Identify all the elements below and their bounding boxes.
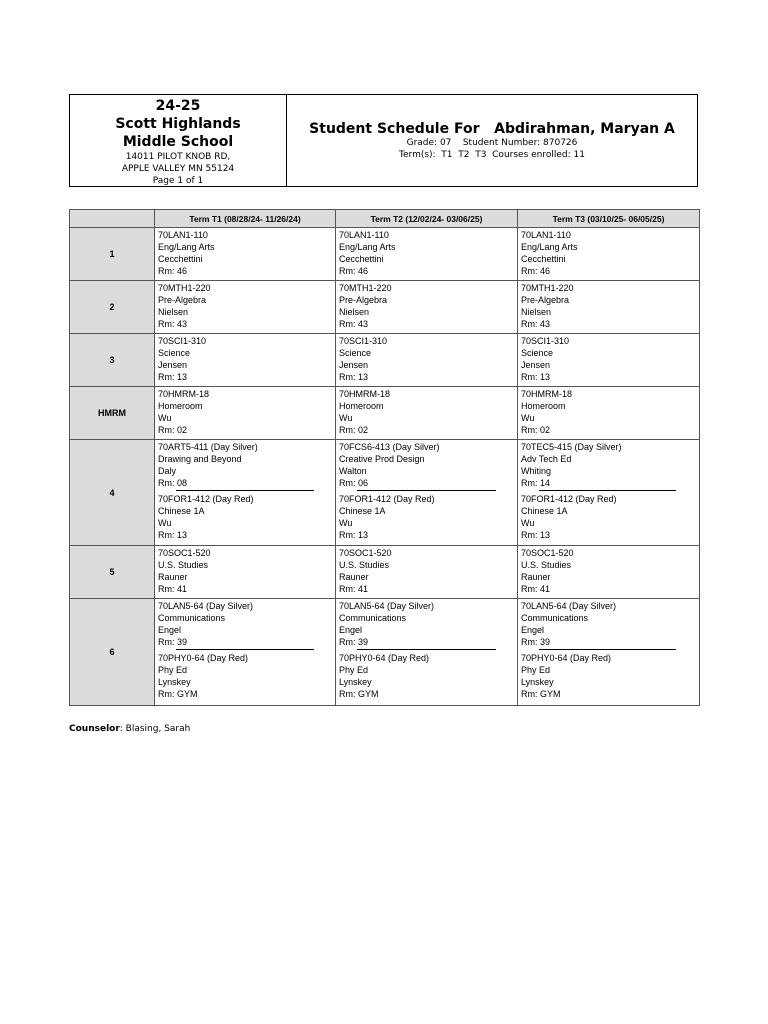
schedule-title: Student Schedule For Abdirahman, Maryan A (309, 121, 675, 137)
course-entry (521, 335, 696, 383)
course-code: 70HMRM-18 (339, 389, 391, 399)
period-label: 1 (70, 228, 155, 281)
course-code: 70LAN1-110 (339, 230, 389, 240)
course-teacher: Jensen (521, 360, 551, 370)
course-cell (336, 281, 518, 334)
period-label: 4 (70, 440, 155, 546)
page-number: Page 1 of 1 (152, 176, 204, 186)
course-room: Rm: 13 (339, 372, 369, 382)
course-code: 70FOR1-412 (Day Red) (158, 494, 254, 504)
course-room: Rm: 43 (158, 319, 188, 329)
course-code: 70HMRM-18 (521, 389, 573, 399)
course-room: Rm: 41 (339, 584, 369, 594)
course-name: Phy Ed (521, 665, 551, 675)
course-code: 70SCI1-310 (158, 336, 207, 346)
course-entry (158, 388, 332, 436)
course-room: Rm: 02 (158, 425, 188, 435)
course-code: 70LAN1-110 (158, 230, 208, 240)
table-row (70, 387, 700, 440)
course-teacher: Wu (158, 413, 172, 423)
course-teacher: Rauner (339, 572, 369, 582)
table-header-row (70, 210, 700, 228)
course-room: Rm: 13 (339, 530, 369, 540)
course-teacher: Engel (158, 625, 182, 635)
course-cell (336, 546, 518, 599)
course-cell (155, 387, 336, 440)
course-room: Rm: GYM (339, 689, 379, 699)
period-label: 5 (70, 546, 155, 599)
course-teacher: Daly (158, 466, 177, 476)
course-code: 70LAN5-64 (Day Silver) (339, 601, 435, 611)
course-entry (158, 493, 332, 541)
course-room: Rm: GYM (158, 689, 198, 699)
course-teacher: Cecchettini (158, 254, 203, 264)
course-name: Communications (521, 613, 589, 623)
course-teacher: Nielsen (339, 307, 370, 317)
course-code: 70SCI1-310 (521, 336, 570, 346)
course-name: U.S. Studies (521, 560, 572, 570)
course-teacher: Jensen (339, 360, 369, 370)
course-entry (339, 493, 514, 541)
course-teacher: Engel (339, 625, 363, 635)
course-name: Pre-Algebra (158, 295, 207, 305)
course-entry (158, 335, 332, 383)
course-room: Rm: 06 (339, 478, 369, 488)
course-code: 70HMRM-18 (158, 389, 210, 399)
course-teacher: Wu (158, 518, 172, 528)
terms-and-courses: Term(s): T1 T2 T3 Courses enrolled: 11 (399, 150, 585, 160)
course-code: 70MTH1-220 (521, 283, 574, 293)
course-teacher: Walton (339, 466, 367, 476)
course-cell (155, 281, 336, 334)
grade-and-student-number: Grade: 07 Student Number: 870726 (406, 138, 578, 148)
course-entry (521, 282, 696, 330)
course-name: Homeroom (158, 401, 203, 411)
period-label: 2 (70, 281, 155, 334)
school-year: 24-25 (155, 98, 201, 114)
table-row (70, 334, 700, 387)
course-name: Chinese 1A (339, 506, 386, 516)
course-teacher: Nielsen (521, 307, 552, 317)
course-name: Pre-Algebra (339, 295, 388, 305)
course-name: U.S. Studies (339, 560, 390, 570)
course-cell (336, 387, 518, 440)
course-entry (158, 229, 332, 277)
course-name: Science (158, 348, 191, 358)
day-divider (539, 490, 676, 491)
course-name: Communications (158, 613, 226, 623)
course-teacher: Lynskey (158, 677, 191, 687)
course-teacher: Jensen (158, 360, 188, 370)
course-room: Rm: 46 (158, 266, 188, 276)
course-name: Communications (339, 613, 407, 623)
course-room: Rm: 39 (521, 637, 551, 647)
course-code: 70FCS6-413 (Day Silver) (339, 442, 440, 452)
course-teacher: Wu (339, 518, 353, 528)
course-teacher: Rauner (158, 572, 188, 582)
table-row (70, 440, 700, 546)
course-cell (336, 599, 518, 706)
schedule-table (69, 209, 700, 706)
course-teacher: Cecchettini (521, 254, 566, 264)
course-room: Rm: 13 (521, 530, 551, 540)
course-name: Phy Ed (158, 665, 188, 675)
course-code: 70FOR1-412 (Day Red) (339, 494, 435, 504)
course-entry (521, 229, 696, 277)
school-address-street: 14011 PILOT KNOB RD, (125, 152, 231, 162)
course-room: Rm: 08 (158, 478, 188, 488)
course-cell (155, 599, 336, 706)
course-entry (158, 282, 332, 330)
table-row (70, 228, 700, 281)
course-entry (339, 388, 514, 436)
course-entry (521, 493, 696, 541)
course-teacher: Whiting (521, 466, 552, 476)
course-cell (518, 228, 700, 281)
course-entry (158, 441, 332, 489)
course-entry (158, 600, 332, 648)
course-teacher: Rauner (521, 572, 551, 582)
course-code: 70ART5-411 (Day Silver) (158, 442, 258, 452)
course-cell (518, 334, 700, 387)
course-entry (339, 600, 514, 648)
student-info (287, 95, 697, 186)
day-divider (357, 490, 496, 491)
course-cell (336, 228, 518, 281)
course-entry (521, 600, 696, 648)
course-cell (336, 334, 518, 387)
school-address-city: APPLE VALLEY MN 55124 (121, 164, 235, 174)
course-entry (339, 229, 514, 277)
course-room: Rm: 13 (158, 372, 188, 382)
course-room: Rm: 14 (521, 478, 551, 488)
schedule-header (69, 94, 698, 187)
course-name: Pre-Algebra (521, 295, 570, 305)
counselor-line (69, 724, 190, 734)
course-name: Creative Prod Design (339, 454, 425, 464)
table-row (70, 599, 700, 706)
course-teacher: Lynskey (339, 677, 372, 687)
course-entry (339, 441, 514, 489)
course-code: 70SOC1-520 (158, 548, 211, 558)
course-entry (158, 652, 332, 700)
course-name: Chinese 1A (158, 506, 205, 516)
course-teacher: Cecchettini (339, 254, 384, 264)
day-divider (176, 649, 314, 650)
course-room: Rm: 13 (158, 530, 188, 540)
course-room: Rm: 39 (158, 637, 188, 647)
column-header-term-t2: Term T2 (12/02/24- 03/06/25) (336, 210, 518, 228)
course-teacher: Engel (521, 625, 545, 635)
course-name: Eng/Lang Arts (521, 242, 578, 252)
course-room: Rm: GYM (521, 689, 561, 699)
column-header-term-t3: Term T3 (03/10/25- 06/05/25) (518, 210, 700, 228)
course-code: 70PHY0-64 (Day Red) (158, 653, 249, 663)
day-divider (176, 490, 314, 491)
course-room: Rm: 43 (521, 319, 551, 329)
course-cell (518, 281, 700, 334)
course-entry (521, 441, 696, 489)
course-cell (518, 546, 700, 599)
course-name: Homeroom (339, 401, 384, 411)
course-entry (521, 652, 696, 700)
course-entry (339, 282, 514, 330)
course-code: 70MTH1-220 (158, 283, 211, 293)
course-code: 70SOC1-520 (339, 548, 392, 558)
course-code: 70PHY0-64 (Day Red) (521, 653, 612, 663)
course-cell (155, 440, 336, 546)
course-entry (158, 547, 332, 595)
school-info (70, 95, 287, 186)
course-code: 70LAN5-64 (Day Silver) (158, 601, 254, 611)
schedule-table-body (70, 228, 700, 706)
day-divider (357, 649, 496, 650)
course-room: Rm: 41 (521, 584, 551, 594)
course-room: Rm: 46 (521, 266, 551, 276)
course-name: Eng/Lang Arts (158, 242, 215, 252)
table-corner-cell (70, 210, 155, 228)
course-room: Rm: 43 (339, 319, 369, 329)
course-cell (155, 334, 336, 387)
course-name: Phy Ed (339, 665, 369, 675)
counselor-label: Counselor (69, 724, 120, 734)
course-name: Homeroom (521, 401, 566, 411)
course-entry (339, 335, 514, 383)
column-header-term-t1: Term T1 (08/28/24- 11/26/24) (155, 210, 336, 228)
course-room: Rm: 02 (521, 425, 551, 435)
course-code: 70FOR1-412 (Day Red) (521, 494, 617, 504)
period-label: HMRM (70, 387, 155, 440)
school-name-line-2: Middle School (122, 134, 234, 150)
course-room: Rm: 39 (339, 637, 369, 647)
counselor-name: : Blasing, Sarah (119, 724, 191, 734)
course-teacher: Wu (339, 413, 353, 423)
course-code: 70LAN1-110 (521, 230, 571, 240)
course-room: Rm: 13 (521, 372, 551, 382)
course-teacher: Wu (521, 518, 535, 528)
period-label: 6 (70, 599, 155, 706)
table-row (70, 281, 700, 334)
course-code: 70LAN5-64 (Day Silver) (521, 601, 617, 611)
course-teacher: Lynskey (521, 677, 554, 687)
course-entry (339, 547, 514, 595)
course-cell (155, 228, 336, 281)
period-label: 3 (70, 334, 155, 387)
course-cell (336, 440, 518, 546)
course-code: 70TEC5-415 (Day Silver) (521, 442, 622, 452)
course-cell (155, 546, 336, 599)
course-entry (339, 652, 514, 700)
day-divider (539, 649, 676, 650)
course-name: Adv Tech Ed (521, 454, 572, 464)
course-teacher: Nielsen (158, 307, 189, 317)
course-code: 70MTH1-220 (339, 283, 392, 293)
table-row (70, 546, 700, 599)
course-teacher: Wu (521, 413, 535, 423)
course-entry (521, 388, 696, 436)
course-name: Science (339, 348, 372, 358)
course-name: U.S. Studies (158, 560, 209, 570)
course-name: Chinese 1A (521, 506, 568, 516)
course-room: Rm: 41 (158, 584, 188, 594)
course-code: 70SCI1-310 (339, 336, 388, 346)
course-cell (518, 599, 700, 706)
course-name: Eng/Lang Arts (339, 242, 396, 252)
course-name: Science (521, 348, 554, 358)
course-room: Rm: 02 (339, 425, 369, 435)
course-code: 70PHY0-64 (Day Red) (339, 653, 430, 663)
school-name: Scott Highlands (115, 116, 241, 132)
course-cell (518, 440, 700, 546)
course-code: 70SOC1-520 (521, 548, 574, 558)
course-cell (518, 387, 700, 440)
course-entry (521, 547, 696, 595)
course-name: Drawing and Beyond (158, 454, 242, 464)
course-room: Rm: 46 (339, 266, 369, 276)
